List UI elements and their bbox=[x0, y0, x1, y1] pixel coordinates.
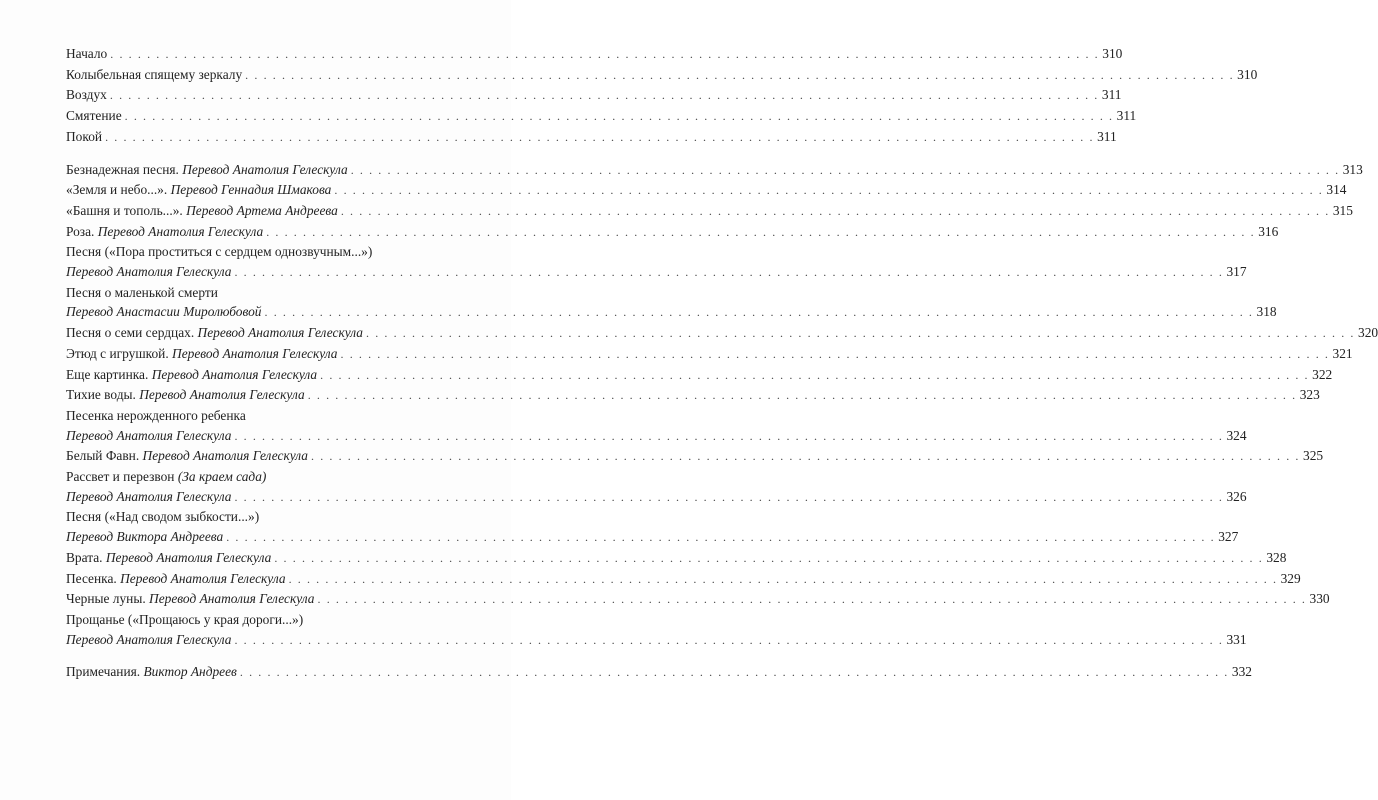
dot-leader bbox=[234, 427, 1223, 447]
entry-title: Песенка нерожденного ребенка bbox=[66, 407, 246, 423]
dot-leader bbox=[318, 590, 1307, 610]
entry-title: Песня о маленькой смерти bbox=[66, 284, 218, 300]
table-of-contents bbox=[66, 44, 1378, 683]
dot-leader bbox=[341, 345, 1330, 365]
page-number: 317 bbox=[1226, 264, 1247, 280]
entry-translator: Перевод Артема Андреева bbox=[186, 202, 338, 218]
dot-leader bbox=[240, 663, 1229, 683]
dot-leader bbox=[234, 263, 1223, 283]
entry-translator: Перевод Анатолия Гелескула bbox=[66, 264, 232, 280]
toc-entry bbox=[66, 160, 1363, 181]
page-number: 325 bbox=[1303, 448, 1324, 464]
toc-entry bbox=[66, 365, 1333, 386]
toc-entry bbox=[66, 467, 1247, 507]
entry-title: Врата. bbox=[66, 549, 103, 565]
page-number: 329 bbox=[1280, 570, 1301, 586]
dot-leader bbox=[245, 66, 1234, 86]
page-number: 327 bbox=[1218, 529, 1239, 545]
entry-translator: Перевод Анатолия Гелескула bbox=[172, 345, 338, 361]
entry-title: Песня («Над сводом зыбкости...») bbox=[66, 509, 260, 525]
entry-translator: Перевод Анатолия Гелескула bbox=[182, 161, 348, 177]
toc-group bbox=[66, 44, 1258, 148]
toc-entry bbox=[66, 180, 1347, 201]
entry-translator: Перевод Анатолия Гелескула bbox=[139, 387, 305, 403]
toc-entry bbox=[66, 44, 1123, 65]
page-number: 332 bbox=[1231, 664, 1252, 680]
page-number: 321 bbox=[1332, 345, 1353, 361]
toc-entry bbox=[66, 85, 1122, 106]
entry-title: Начало bbox=[66, 46, 108, 61]
entry-title: Смятение bbox=[66, 108, 122, 124]
page-number: 311 bbox=[1097, 128, 1117, 144]
entry-translator: Перевод Анатолия Гелескула bbox=[105, 549, 272, 565]
page-number: 326 bbox=[1226, 488, 1247, 504]
dot-leader bbox=[351, 161, 1340, 181]
entry-translator: Перевод Анатолия Гелескула bbox=[66, 488, 232, 504]
entry-title: Белый Фавн. bbox=[66, 448, 140, 464]
page-number: 316 bbox=[1258, 223, 1279, 239]
page-number: 330 bbox=[1309, 591, 1330, 607]
toc-entry bbox=[66, 507, 1239, 547]
page-number: 322 bbox=[1312, 366, 1333, 382]
toc-entry bbox=[66, 344, 1353, 365]
entry-title: Рассвет и перезвон bbox=[66, 469, 175, 485]
page-number: 311 bbox=[1116, 108, 1137, 124]
entry-translator: Перевод Анатолия Гелескула bbox=[66, 631, 232, 647]
page-number: 310 bbox=[1102, 46, 1123, 61]
toc-group bbox=[66, 160, 1378, 651]
dot-leader bbox=[265, 303, 1254, 323]
page-number: 313 bbox=[1342, 161, 1363, 177]
dot-leader bbox=[289, 570, 1278, 590]
entry-translator: Виктор Андреев bbox=[143, 664, 237, 680]
dot-leader bbox=[341, 202, 1330, 222]
dot-leader bbox=[125, 107, 1114, 127]
entry-translator: Перевод Анатолия Гелескула bbox=[142, 448, 308, 464]
page-number: 320 bbox=[1358, 325, 1378, 341]
dot-leader bbox=[234, 631, 1223, 651]
entry-title: «Земля и небо...». bbox=[66, 182, 168, 198]
toc-entry bbox=[66, 548, 1287, 569]
dot-leader bbox=[334, 181, 1323, 201]
toc-entry bbox=[66, 446, 1324, 467]
entry-title: Воздух bbox=[66, 87, 107, 103]
toc-entry bbox=[66, 222, 1279, 243]
toc-entry bbox=[66, 610, 1247, 650]
page-number: 310 bbox=[1237, 66, 1258, 82]
entry-translator: Перевод Анатолия Гелескула bbox=[197, 325, 363, 341]
entry-title: Этюд с игрушкой. bbox=[66, 345, 169, 361]
toc-entry bbox=[66, 589, 1330, 610]
dot-leader bbox=[311, 447, 1300, 467]
page-number: 314 bbox=[1326, 182, 1347, 198]
entry-title: Песенка. bbox=[66, 570, 117, 586]
dot-leader bbox=[320, 366, 1309, 386]
page-number: 331 bbox=[1226, 631, 1247, 647]
entry-translator: Перевод Анатолия Гелескула bbox=[97, 223, 264, 239]
toc-entry bbox=[66, 106, 1137, 127]
entry-translator: Перевод Анатолия Гелескула bbox=[66, 427, 232, 443]
entry-title: «Башня и тополь...». bbox=[66, 202, 183, 218]
entry-title: Роза. bbox=[66, 223, 95, 239]
toc-entry bbox=[66, 127, 1117, 148]
entry-title: Песня («Пора проститься с сердцем однозвучным...») bbox=[66, 244, 373, 260]
entry-translator: Перевод Анастасии Миролюбовой bbox=[66, 304, 262, 320]
toc-entry bbox=[66, 65, 1258, 86]
entry-title: Еще картинка. bbox=[66, 366, 149, 382]
toc-group bbox=[66, 662, 1252, 683]
toc-entry bbox=[66, 323, 1378, 344]
entry-title-note: (За краем сада) bbox=[177, 469, 267, 485]
toc-entry bbox=[66, 242, 1247, 282]
entry-title: Прощанье («Прощаюсь у края дороги...») bbox=[66, 611, 304, 627]
dot-leader bbox=[105, 128, 1094, 148]
dot-leader bbox=[226, 528, 1215, 548]
dot-leader bbox=[110, 45, 1099, 65]
toc-entry bbox=[66, 201, 1353, 222]
entry-title: Колыбельная спящему зеркалу bbox=[66, 66, 243, 82]
dot-leader bbox=[308, 386, 1297, 406]
entry-title: Покой bbox=[66, 128, 103, 144]
toc-entry bbox=[66, 569, 1301, 590]
toc-entry bbox=[66, 283, 1277, 323]
page-number: 311 bbox=[1101, 87, 1122, 103]
entry-title: Черные луны. bbox=[66, 591, 146, 607]
entry-translator: Перевод Виктора Андреева bbox=[66, 529, 224, 545]
dot-leader bbox=[110, 86, 1099, 106]
dot-leader bbox=[266, 223, 1255, 243]
dot-leader bbox=[274, 549, 1263, 569]
entry-translator: Перевод Анатолия Гелескула bbox=[120, 570, 286, 586]
page-number: 323 bbox=[1299, 387, 1320, 403]
page-number: 315 bbox=[1332, 202, 1353, 218]
entry-translator: Перевод Анатолия Гелескула bbox=[151, 366, 318, 382]
toc-entry bbox=[66, 385, 1320, 406]
dot-leader bbox=[234, 488, 1223, 508]
page-number: 324 bbox=[1226, 427, 1247, 443]
entry-title: Тихие воды. bbox=[66, 387, 136, 403]
dot-leader bbox=[366, 324, 1355, 344]
entry-title: Песня о семи сердцах. bbox=[66, 325, 195, 341]
page-number: 328 bbox=[1266, 549, 1287, 565]
entry-translator: Перевод Геннадия Шмакова bbox=[170, 182, 332, 198]
toc-entry bbox=[66, 406, 1247, 446]
page-number: 318 bbox=[1256, 304, 1277, 320]
entry-title: Безнадежная песня. bbox=[66, 161, 179, 177]
entry-title: Примечания. bbox=[66, 664, 141, 680]
toc-entry bbox=[66, 662, 1252, 683]
entry-translator: Перевод Анатолия Гелескула bbox=[149, 591, 315, 607]
